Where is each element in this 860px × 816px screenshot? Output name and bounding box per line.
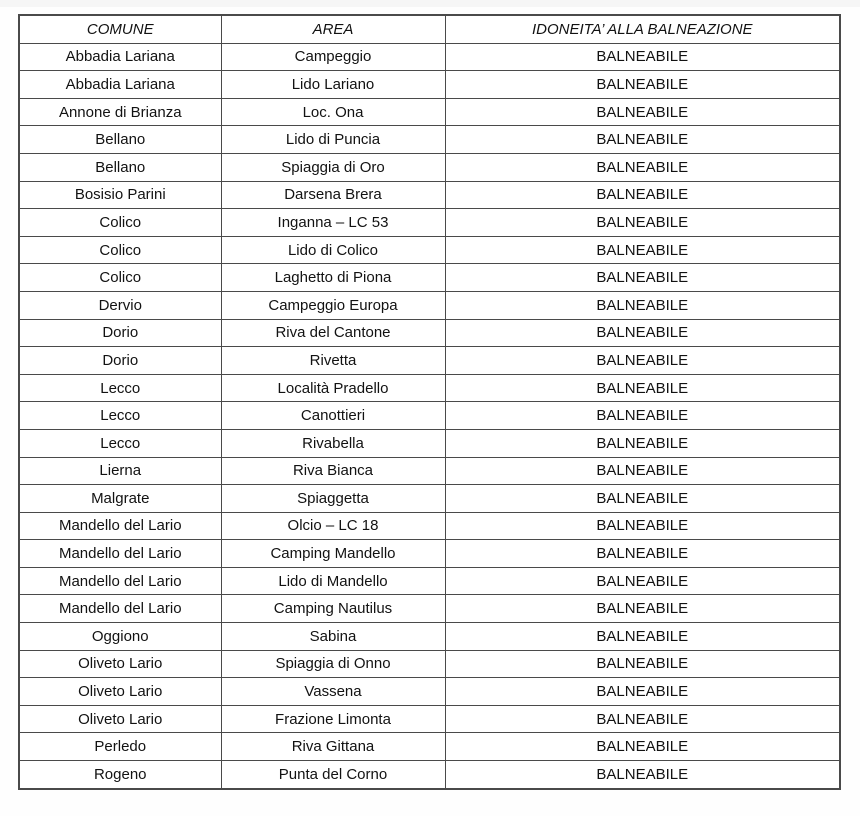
- cell-comune: Colico: [19, 236, 221, 264]
- cell-idoneita: BALNEABILE: [445, 733, 840, 761]
- cell-idoneita: BALNEABILE: [445, 181, 840, 209]
- cell-comune: Bellano: [19, 153, 221, 181]
- cell-idoneita: BALNEABILE: [445, 457, 840, 485]
- cell-comune: Colico: [19, 264, 221, 292]
- column-header-area: AREA: [221, 15, 445, 43]
- cell-area: Rivetta: [221, 347, 445, 375]
- cell-comune: Colico: [19, 209, 221, 237]
- balneazione-table: [18, 14, 841, 790]
- cell-area: Lido di Puncia: [221, 126, 445, 154]
- cell-idoneita: BALNEABILE: [445, 761, 840, 789]
- cell-area: Olcio – LC 18: [221, 512, 445, 540]
- cell-comune: Dorio: [19, 347, 221, 375]
- table-row: [19, 291, 840, 319]
- cell-area: Località Pradello: [221, 374, 445, 402]
- cell-area: Darsena Brera: [221, 181, 445, 209]
- cell-area: Punta del Corno: [221, 761, 445, 789]
- table-row: [19, 650, 840, 678]
- cell-idoneita: BALNEABILE: [445, 43, 840, 71]
- cell-area: Campeggio Europa: [221, 291, 445, 319]
- cell-area: Camping Mandello: [221, 540, 445, 568]
- cell-comune: Oggiono: [19, 623, 221, 651]
- cell-idoneita: BALNEABILE: [445, 540, 840, 568]
- table-row: [19, 98, 840, 126]
- table-row: [19, 71, 840, 99]
- column-header-comune: COMUNE: [19, 15, 221, 43]
- table-row: [19, 43, 840, 71]
- table-row: [19, 374, 840, 402]
- cell-idoneita: BALNEABILE: [445, 485, 840, 513]
- cell-comune: Abbadia Lariana: [19, 43, 221, 71]
- cell-idoneita: BALNEABILE: [445, 291, 840, 319]
- cell-idoneita: BALNEABILE: [445, 705, 840, 733]
- cell-idoneita: BALNEABILE: [445, 623, 840, 651]
- cell-comune: Lecco: [19, 374, 221, 402]
- cell-idoneita: BALNEABILE: [445, 71, 840, 99]
- table-row: [19, 567, 840, 595]
- cell-comune: Oliveto Lario: [19, 705, 221, 733]
- table-row: [19, 153, 840, 181]
- cell-area: Campeggio: [221, 43, 445, 71]
- cell-area: Riva del Cantone: [221, 319, 445, 347]
- cell-area: Riva Bianca: [221, 457, 445, 485]
- table-row: [19, 485, 840, 513]
- cell-comune: Lecco: [19, 429, 221, 457]
- table-row: [19, 761, 840, 789]
- table-row: [19, 733, 840, 761]
- cell-comune: Perledo: [19, 733, 221, 761]
- cell-area: Frazione Limonta: [221, 705, 445, 733]
- table-row: [19, 595, 840, 623]
- table-row: [19, 236, 840, 264]
- cell-comune: Dervio: [19, 291, 221, 319]
- cell-comune: Mandello del Lario: [19, 512, 221, 540]
- cell-comune: Bosisio Parini: [19, 181, 221, 209]
- cell-area: Riva Gittana: [221, 733, 445, 761]
- table-body: [19, 43, 840, 789]
- cell-comune: Abbadia Lariana: [19, 71, 221, 99]
- cell-comune: Mandello del Lario: [19, 540, 221, 568]
- cell-area: Vassena: [221, 678, 445, 706]
- column-header-idoneita: IDONEITA’ ALLA BALNEAZIONE: [445, 15, 840, 43]
- table-row: [19, 512, 840, 540]
- cell-idoneita: BALNEABILE: [445, 678, 840, 706]
- cell-area: Sabina: [221, 623, 445, 651]
- cell-idoneita: BALNEABILE: [445, 98, 840, 126]
- cell-idoneita: BALNEABILE: [445, 650, 840, 678]
- cell-idoneita: BALNEABILE: [445, 153, 840, 181]
- cell-area: Inganna – LC 53: [221, 209, 445, 237]
- cell-area: Spiaggetta: [221, 485, 445, 513]
- table-row: [19, 457, 840, 485]
- cell-comune: Mandello del Lario: [19, 567, 221, 595]
- cell-comune: Oliveto Lario: [19, 678, 221, 706]
- cell-comune: Dorio: [19, 319, 221, 347]
- cell-idoneita: BALNEABILE: [445, 402, 840, 430]
- cell-comune: Lecco: [19, 402, 221, 430]
- cell-comune: Annone di Brianza: [19, 98, 221, 126]
- table-row: [19, 264, 840, 292]
- cell-idoneita: BALNEABILE: [445, 512, 840, 540]
- cell-idoneita: BALNEABILE: [445, 347, 840, 375]
- table-row: [19, 319, 840, 347]
- cell-comune: Oliveto Lario: [19, 650, 221, 678]
- table-row: [19, 678, 840, 706]
- cell-area: Lido di Mandello: [221, 567, 445, 595]
- cell-area: Laghetto di Piona: [221, 264, 445, 292]
- table-row: [19, 402, 840, 430]
- table-row: [19, 209, 840, 237]
- cell-area: Spiaggia di Onno: [221, 650, 445, 678]
- table-row: [19, 705, 840, 733]
- table-row: [19, 181, 840, 209]
- cell-comune: Malgrate: [19, 485, 221, 513]
- cell-comune: Bellano: [19, 126, 221, 154]
- cell-idoneita: BALNEABILE: [445, 209, 840, 237]
- cell-area: Lido Lariano: [221, 71, 445, 99]
- table-row: [19, 347, 840, 375]
- cell-idoneita: BALNEABILE: [445, 567, 840, 595]
- cell-idoneita: BALNEABILE: [445, 126, 840, 154]
- cell-idoneita: BALNEABILE: [445, 264, 840, 292]
- cell-area: Camping Nautilus: [221, 595, 445, 623]
- cell-area: Loc. Ona: [221, 98, 445, 126]
- cell-area: Spiaggia di Oro: [221, 153, 445, 181]
- table-row: [19, 623, 840, 651]
- table-row: [19, 126, 840, 154]
- table-row: [19, 540, 840, 568]
- table-row: [19, 429, 840, 457]
- cell-area: Canottieri: [221, 402, 445, 430]
- cell-comune: Mandello del Lario: [19, 595, 221, 623]
- top-strip-divider: [0, 0, 860, 7]
- cell-idoneita: BALNEABILE: [445, 374, 840, 402]
- cell-comune: Lierna: [19, 457, 221, 485]
- cell-idoneita: BALNEABILE: [445, 429, 840, 457]
- cell-idoneita: BALNEABILE: [445, 595, 840, 623]
- cell-idoneita: BALNEABILE: [445, 319, 840, 347]
- cell-area: Rivabella: [221, 429, 445, 457]
- header-row: [19, 15, 840, 43]
- cell-area: Lido di Colico: [221, 236, 445, 264]
- cell-idoneita: BALNEABILE: [445, 236, 840, 264]
- cell-comune: Rogeno: [19, 761, 221, 789]
